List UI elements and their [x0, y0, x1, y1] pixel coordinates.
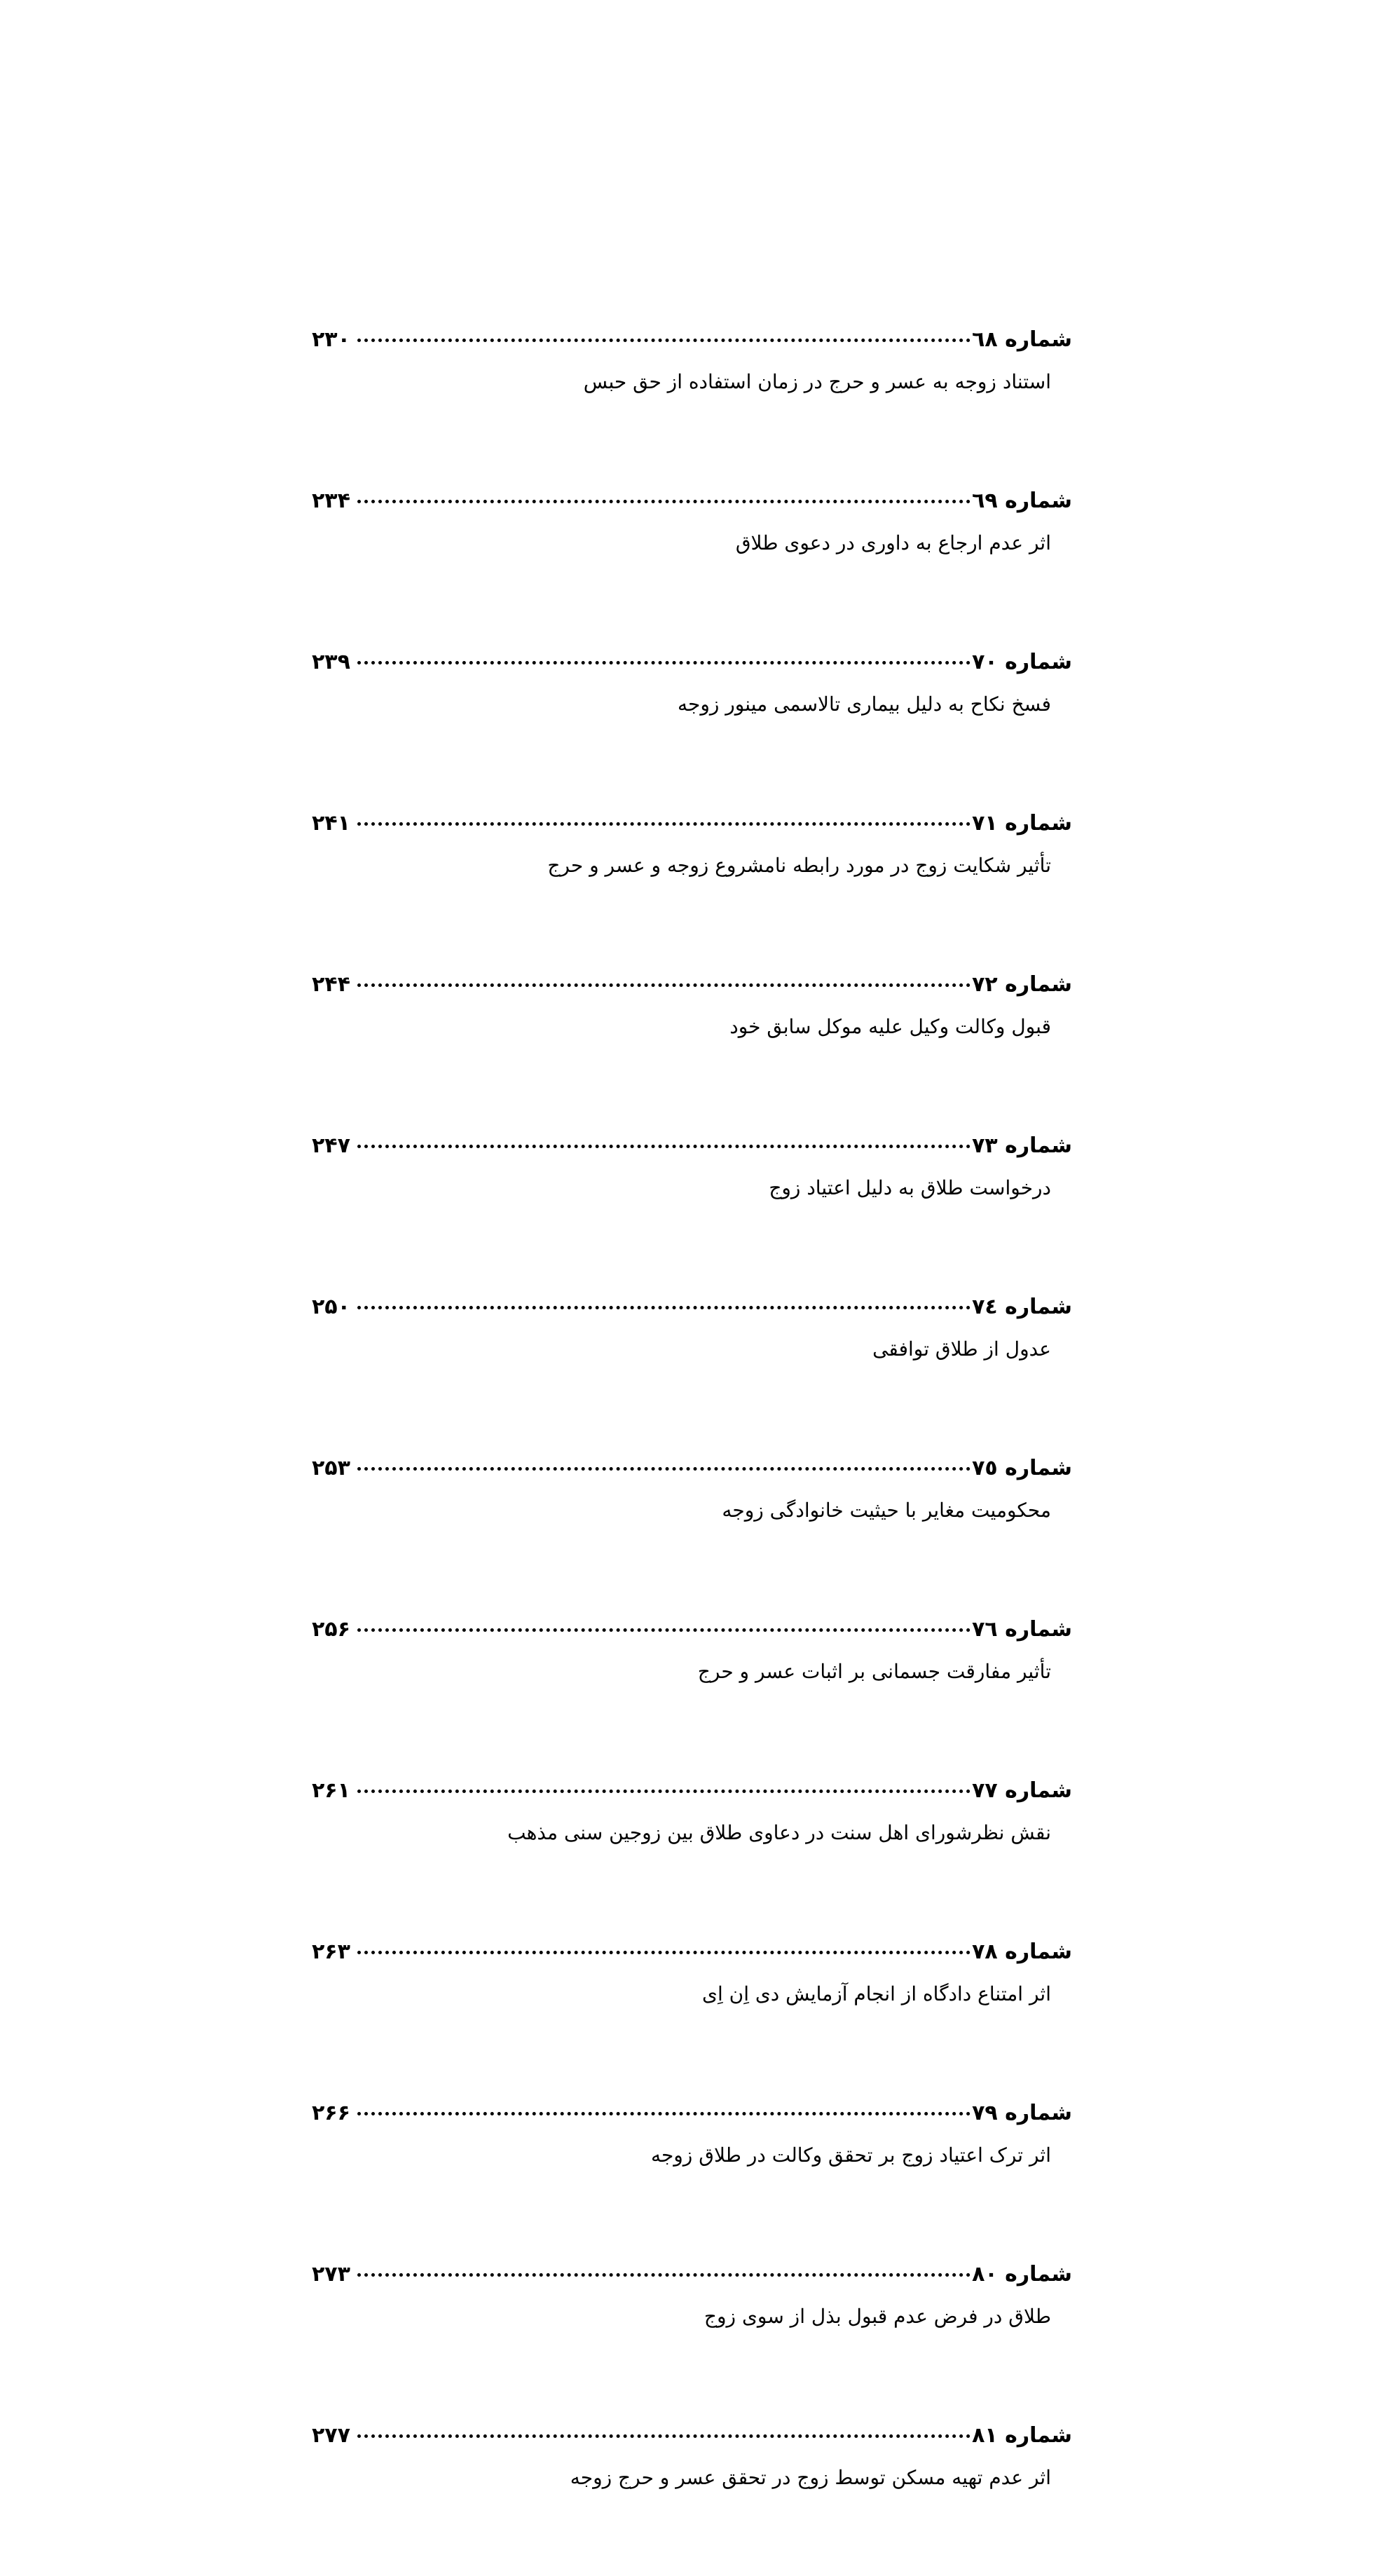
toc-entry-heading — [312, 480, 1072, 522]
toc-entry-heading — [312, 1609, 1072, 1651]
toc-entry — [312, 480, 1072, 641]
page-number: ۲۶۱ — [312, 1778, 350, 1803]
toc-entry-heading — [312, 1447, 1072, 1490]
entry-title: شماره ٦٩ — [972, 489, 1072, 513]
entry-title: شماره ٧٨ — [972, 1940, 1072, 1964]
entry-subtitle: محکومیت مغایر با حیثیت خانوادگی زوجه — [722, 1499, 1051, 1522]
table-of-contents — [312, 319, 1072, 2576]
entry-title: شماره ٧٦ — [972, 1617, 1072, 1642]
entry-subtitle: تأثیر مفارقت جسمانی بر اثبات عسر و حرج — [697, 1660, 1051, 1683]
page-number: ۲۳۹ — [312, 650, 350, 674]
page-number: ۲۴۴ — [312, 972, 350, 997]
toc-entry-heading — [312, 1931, 1072, 1973]
dot-leader — [357, 661, 970, 665]
entry-subtitle: قبول وکالت وکیل علیه موکل سابق خود — [729, 1015, 1051, 1038]
page-number: ۲۵۰ — [312, 1295, 350, 1319]
dot-leader — [357, 1145, 970, 1148]
toc-entry-heading — [312, 2415, 1072, 2457]
dot-leader — [357, 1628, 970, 1632]
toc-entry — [312, 641, 1072, 803]
page-number: ۲۷۷ — [312, 2423, 350, 2448]
entry-title: شماره ٨١ — [972, 2423, 1072, 2448]
toc-entry-heading — [312, 2092, 1072, 2134]
toc-entry-heading — [312, 803, 1072, 845]
entry-title: شماره ٨٠ — [972, 2262, 1072, 2287]
entry-subtitle: تأثیر شکایت زوج در مورد رابطه نامشروع زوجه و عسر و حرج — [547, 854, 1051, 877]
entry-title: شماره ٧٧ — [972, 1778, 1072, 1803]
entry-title: شماره ٧٥ — [972, 1456, 1072, 1480]
toc-entry — [312, 2092, 1072, 2254]
toc-entry — [312, 1931, 1072, 2092]
entry-title: شماره ٦٨ — [972, 327, 1072, 352]
dot-leader — [357, 500, 970, 503]
page-number: ۲۳۴ — [312, 489, 350, 513]
entry-subtitle: اثر امتناع دادگاه از انجام آزمایش دی اِن اِی — [702, 1982, 1051, 2005]
toc-entry-heading — [312, 319, 1072, 361]
dot-leader — [357, 339, 970, 342]
page-number: ۲۵۳ — [312, 1456, 350, 1480]
page-number: ۲۳۰ — [312, 327, 350, 352]
dot-leader — [357, 2112, 970, 2115]
entry-subtitle: اثر عدم ارجاع به داوری در دعوی طلاق — [735, 531, 1051, 554]
toc-entry — [312, 2254, 1072, 2415]
dot-leader — [357, 2434, 970, 2438]
entry-title: شماره ٧٤ — [972, 1295, 1072, 1319]
dot-leader — [357, 1790, 970, 1793]
toc-entry — [312, 1286, 1072, 1447]
page-number: ۲۴۷ — [312, 1133, 350, 1158]
toc-entry — [312, 2415, 1072, 2576]
toc-entry-heading — [312, 641, 1072, 683]
dot-leader — [357, 2273, 970, 2277]
entry-subtitle: اثر ترک اعتیاد زوج بر تحقق وکالت در طلاق زوجه — [650, 2144, 1051, 2167]
entry-subtitle: فسخ نکاح به دلیل بیماری تالاسمی مینور زوجه — [678, 693, 1051, 716]
toc-entry — [312, 1447, 1072, 1609]
entry-subtitle: عدول از طلاق توافقی — [872, 1337, 1051, 1361]
toc-entry — [312, 319, 1072, 480]
entry-title: شماره ٧٣ — [972, 1133, 1072, 1158]
entry-title: شماره ٧٠ — [972, 650, 1072, 674]
page-number: ۲۷۳ — [312, 2262, 350, 2287]
entry-subtitle: استناد زوجه به عسر و حرج در زمان استفاده از حق حبس — [583, 370, 1051, 393]
page-number: ۲۵۶ — [312, 1617, 350, 1642]
entry-subtitle: درخواست طلاق به دلیل اعتیاد زوج — [769, 1176, 1051, 1199]
dot-leader — [357, 1467, 970, 1471]
entry-title: شماره ٧١ — [972, 811, 1072, 836]
toc-entry — [312, 1609, 1072, 1770]
entry-title: شماره ٧٢ — [972, 972, 1072, 997]
page-number: ۲۶۳ — [312, 1940, 350, 1964]
toc-entry-heading — [312, 2254, 1072, 2296]
page-number: ۲۴۱ — [312, 811, 350, 836]
toc-entry — [312, 1125, 1072, 1286]
toc-entry-heading — [312, 1770, 1072, 1812]
toc-entry — [312, 964, 1072, 1125]
dot-leader — [357, 1306, 970, 1309]
toc-entry-heading — [312, 1125, 1072, 1167]
page-number: ۲۶۶ — [312, 2101, 350, 2125]
toc-entry-heading — [312, 1286, 1072, 1328]
entry-subtitle: نقش نظرشورای اهل سنت در دعاوی طلاق بین زوجین سنی مذهب — [507, 1821, 1051, 1844]
dot-leader — [357, 983, 970, 987]
dot-leader — [357, 822, 970, 826]
toc-entry-heading — [312, 964, 1072, 1006]
entry-title: شماره ٧٩ — [972, 2101, 1072, 2125]
entry-subtitle: اثر عدم تهیه مسکن توسط زوج در تحقق عسر و حرج زوجه — [570, 2466, 1051, 2489]
entry-subtitle: طلاق در فرض عدم قبول بذل از سوی زوج — [704, 2305, 1051, 2328]
toc-entry — [312, 803, 1072, 964]
dot-leader — [357, 1951, 970, 1954]
